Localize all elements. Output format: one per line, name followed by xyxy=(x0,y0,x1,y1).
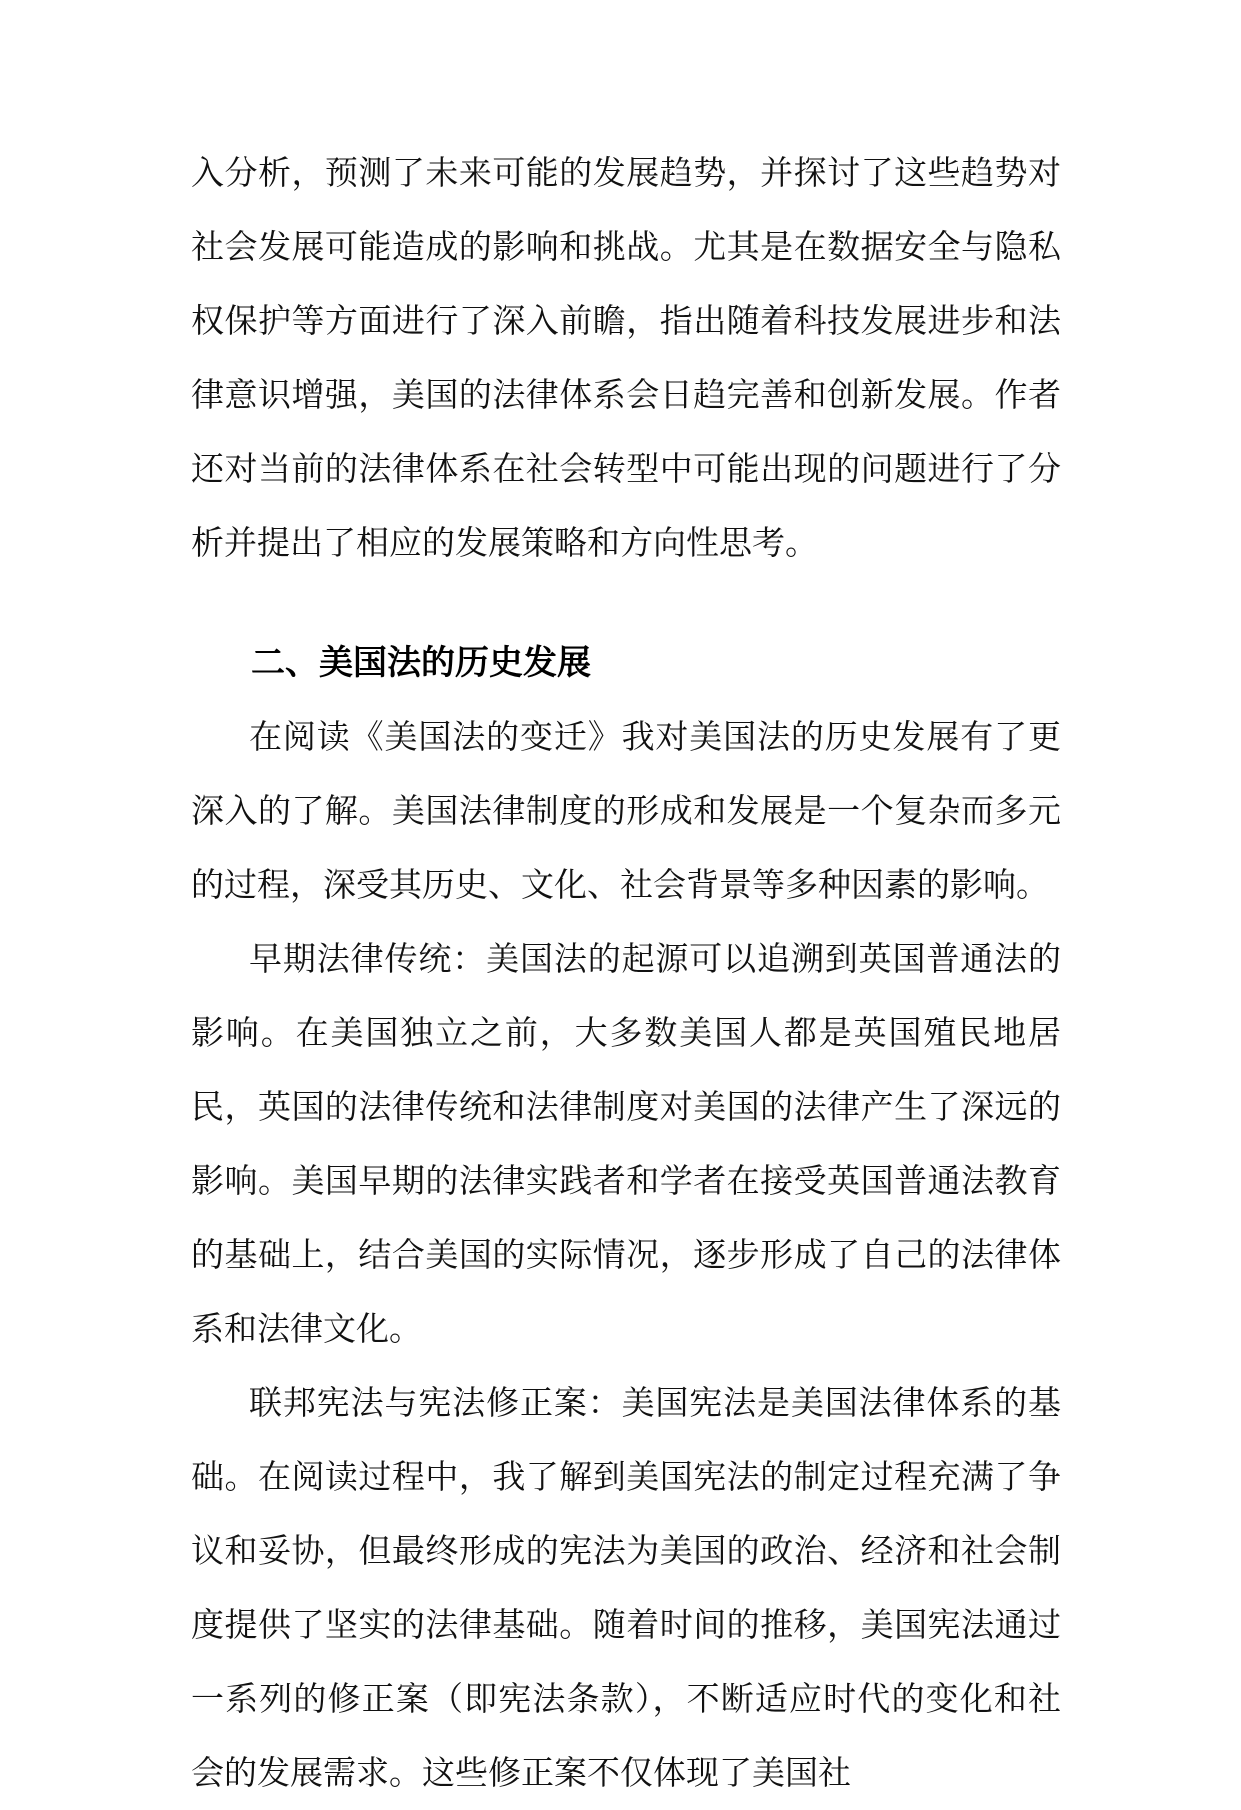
paragraph-intro-continued: 入分析，预测了未来可能的发展趋势，并探讨了这些趋势对社会发展可能造成的影响和挑战。尤其是在数据安全与隐私权保护等方面进行了深入前瞻，指出随着科技发展进步和法律意识增强，美国的法律体系会日趋完善和创新发展。作者还对当前的法律体系在社会转型中可能出现的问题进行了分析并提出了相应的发展策略和方向性思考。 xyxy=(191,153,1061,562)
paragraph-early-legal-tradition: 早期法律传统：美国法的起源可以追溯到英国普通法的影响。在美国独立之前，大多数美国人都是英国殖民地居民，英国的法律传统和法律制度对美国的法律产生了深远的影响。美国早期的法律实践者和学者在接受英国普通法教育的基础上，结合美国的实际情况，逐步形成了自己的法律体系和法律文化。 xyxy=(191,939,1061,1348)
section-heading: 二、美国法的历史发展 xyxy=(251,643,591,683)
paragraph-federal-constitution: 联邦宪法与宪法修正案：美国宪法是美国法律体系的基础。在阅读过程中，我了解到美国宪法的制定过程充满了争议和妥协，但最终形成的宪法为美国的政治、经济和社会制度提供了坚实的法律基础。随着时间的推移，美国宪法通过一系列的修正案（即宪法条款），不断适应时代的变化和社会的发展需求。这些修正案不仅体现了美国社 xyxy=(191,1383,1061,1792)
document-body xyxy=(191,136,1061,1810)
paragraph-reading-overview: 在阅读《美国法的变迁》我对美国法的历史发展有了更深入的了解。美国法律制度的形成和发展是一个复杂而多元的过程，深受其历史、文化、社会背景等多种因素的影响。 xyxy=(191,717,1061,904)
